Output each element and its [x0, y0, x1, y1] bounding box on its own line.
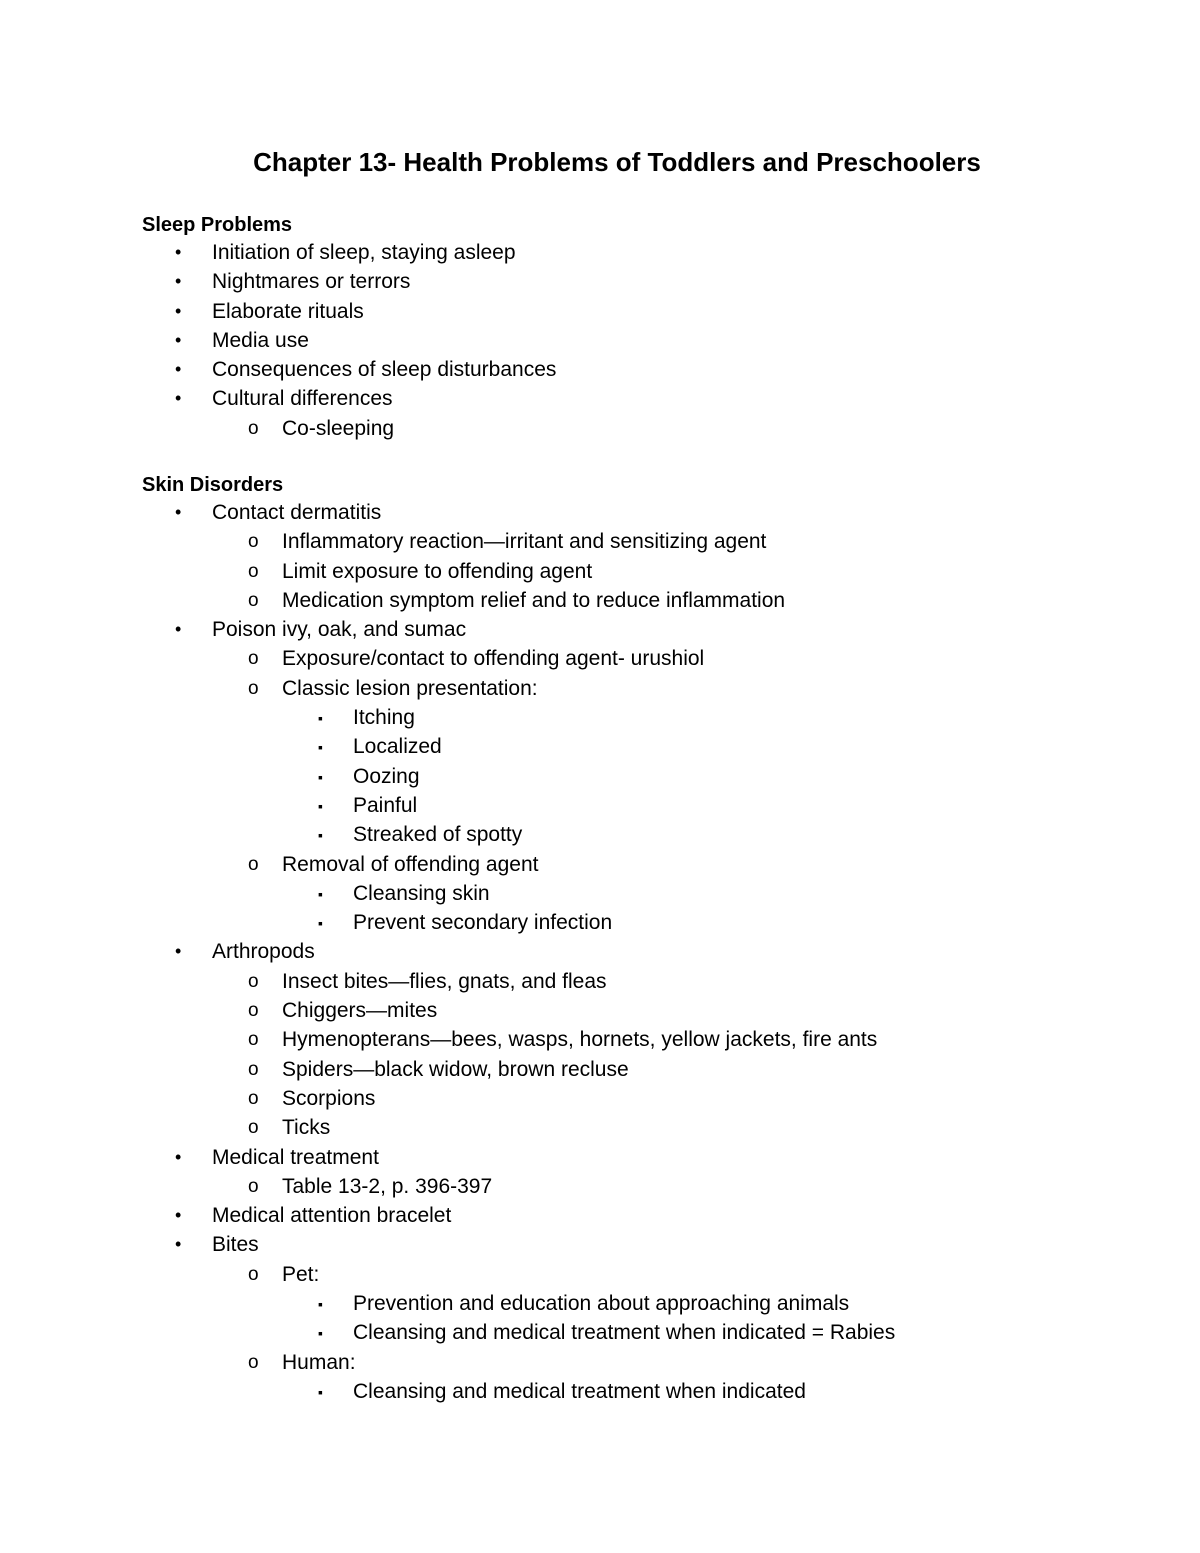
list-item-text: Table 13-2, p. 396-397: [282, 1174, 493, 1198]
sub-list-item: [142, 1172, 1102, 1201]
section-heading: Sleep Problems: [142, 214, 293, 236]
square-bullet-icon: ▪: [318, 797, 323, 814]
circle-bullet-icon: o: [248, 1117, 259, 1139]
list-item-text: Nightmares or terrors: [212, 270, 411, 294]
bullet-icon: •: [175, 619, 182, 640]
list-item-text: Exposure/contact to offending agent- urushiol: [282, 647, 705, 671]
list-item-text: Limit exposure to offending agent: [282, 559, 593, 583]
sub-list-item: [142, 1260, 1102, 1289]
list-item-text: Insect bites—flies, gnats, and fleas: [282, 969, 607, 993]
sub-list-item: [142, 1084, 1102, 1113]
circle-bullet-icon: o: [248, 417, 259, 439]
sub-list-item: [142, 850, 1102, 879]
square-bullet-icon: ▪: [318, 739, 323, 756]
sub-sub-list-item: [142, 879, 1102, 908]
list-item-text: Medication symptom relief and to reduce inflammation: [282, 588, 786, 612]
list-item-text: Contact dermatitis: [212, 501, 382, 524]
bullet-icon: •: [175, 359, 182, 380]
list-item-text: Prevention and education about approaching animals: [353, 1292, 850, 1316]
bullet-icon: •: [175, 1146, 182, 1167]
sub-sub-list-item: [142, 791, 1102, 820]
bullet-icon: •: [175, 941, 182, 962]
bullet-icon: •: [175, 271, 182, 292]
bullet-icon: •: [175, 300, 182, 321]
sub-list-item: [142, 996, 1102, 1025]
square-bullet-icon: ▪: [318, 768, 323, 785]
circle-bullet-icon: o: [248, 1351, 259, 1373]
list-item-text: Cleansing skin: [353, 881, 490, 905]
sub-list-item: [142, 557, 1102, 586]
circle-bullet-icon: o: [248, 970, 259, 992]
list-item-text: Consequences of sleep disturbances: [212, 358, 557, 382]
list-item: [142, 267, 1102, 296]
bullet-icon: •: [175, 1234, 182, 1255]
list-item-text: Streaked of spotty: [353, 823, 523, 847]
section-sleep-problems: [142, 212, 1102, 443]
sub-sub-list-item: [142, 908, 1102, 937]
list-item-text: Poison ivy, oak, and sumac: [212, 618, 467, 642]
square-bullet-icon: ▪: [318, 885, 323, 902]
list-item: [142, 1201, 1102, 1230]
list-item: [142, 937, 1102, 966]
section-heading: Skin Disorders: [142, 474, 284, 496]
list-item-text: Painful: [353, 793, 418, 817]
list-item-text: Medical treatment: [212, 1145, 379, 1169]
circle-bullet-icon: o: [248, 1058, 259, 1080]
bullet-icon: •: [175, 502, 182, 522]
page-title: Chapter 13- Health Problems of Toddlers and Preschoolers: [253, 147, 981, 177]
list-item-text: Pet:: [282, 1262, 320, 1286]
circle-bullet-icon: o: [248, 677, 259, 699]
sub-sub-list-item: [142, 1289, 1102, 1318]
circle-bullet-icon: o: [248, 1087, 259, 1109]
list-item-text: Prevent secondary infection: [353, 911, 613, 935]
list-item-text: Localized: [353, 735, 442, 759]
bullet-icon: •: [175, 388, 182, 409]
list-item-text: Inflammatory reaction—irritant and sensitizing agent: [282, 530, 767, 554]
circle-bullet-icon: o: [248, 648, 259, 670]
list-item-text: Scorpions: [282, 1086, 376, 1110]
list-item-text: Chiggers—mites: [282, 999, 438, 1023]
sub-sub-list-item: [142, 762, 1102, 791]
square-bullet-icon: ▪: [318, 710, 323, 727]
list-item: [142, 326, 1102, 355]
list-item: [142, 384, 1102, 413]
circle-bullet-icon: o: [248, 560, 259, 582]
bullet-icon: •: [175, 1205, 182, 1226]
list-item-text: Hymenopterans—bees, wasps, hornets, yellow jackets, fire ants: [282, 1028, 878, 1052]
list-item-text: Medical attention bracelet: [212, 1204, 452, 1228]
square-bullet-icon: ▪: [318, 1296, 323, 1313]
circle-bullet-icon: o: [248, 531, 259, 553]
sub-list-item: [142, 414, 1102, 443]
list-item: [142, 1143, 1102, 1172]
sub-sub-list-item: [142, 1318, 1102, 1347]
sub-list-item: [142, 674, 1102, 703]
bullet-icon: •: [175, 242, 182, 262]
sub-list-item: [142, 1113, 1102, 1142]
list-item-text: Cultural differences: [212, 387, 393, 411]
sub-list-item: [142, 1055, 1102, 1084]
list-item-text: Cleansing and medical treatment when indicated = Rabies: [353, 1321, 896, 1345]
section-skin-disorders: [142, 472, 1102, 1406]
list-item-text: Classic lesion presentation:: [282, 676, 538, 700]
list-item-text: Human:: [282, 1350, 356, 1374]
circle-bullet-icon: o: [248, 1029, 259, 1051]
list-item-text: Arthropods: [212, 940, 315, 964]
sub-list-item: [142, 644, 1102, 673]
list-item-text: Itching: [353, 706, 415, 730]
sub-sub-list-item: [142, 1377, 1102, 1406]
list-item: [142, 498, 1102, 527]
circle-bullet-icon: o: [248, 1175, 259, 1197]
square-bullet-icon: ▪: [318, 1383, 323, 1400]
circle-bullet-icon: o: [248, 1263, 259, 1285]
sub-list-item: [142, 527, 1102, 556]
list-item-text: Co-sleeping: [282, 416, 395, 440]
list-item-text: Cleansing and medical treatment when indicated: [353, 1379, 806, 1403]
sub-list-item: [142, 1025, 1102, 1054]
sub-list-item: [142, 1348, 1102, 1377]
sub-sub-list-item: [142, 820, 1102, 849]
square-bullet-icon: ▪: [318, 827, 323, 844]
sub-sub-list-item: [142, 732, 1102, 761]
square-bullet-icon: ▪: [318, 1325, 323, 1342]
list-item-text: Bites: [212, 1233, 259, 1257]
list-item: [142, 297, 1102, 326]
list-item-text: Removal of offending agent: [282, 852, 539, 876]
list-item-text: Oozing: [353, 764, 420, 788]
circle-bullet-icon: o: [248, 589, 259, 611]
square-bullet-icon: ▪: [318, 915, 323, 932]
list-item: [142, 615, 1102, 644]
circle-bullet-icon: o: [248, 853, 259, 875]
sub-list-item: [142, 586, 1102, 615]
list-item-text: Spiders—black widow, brown recluse: [282, 1057, 629, 1081]
list-item-text: Initiation of sleep, staying asleep: [212, 241, 516, 264]
list-item-text: Media use: [212, 328, 309, 352]
circle-bullet-icon: o: [248, 1000, 259, 1022]
sub-list-item: [142, 967, 1102, 996]
list-item-text: Ticks: [282, 1116, 331, 1140]
bullet-icon: •: [175, 329, 182, 350]
list-item: [142, 355, 1102, 384]
list-item-text: Elaborate rituals: [212, 299, 364, 323]
list-item: [142, 238, 1102, 267]
sub-sub-list-item: [142, 703, 1102, 732]
list-item: [142, 1230, 1102, 1259]
